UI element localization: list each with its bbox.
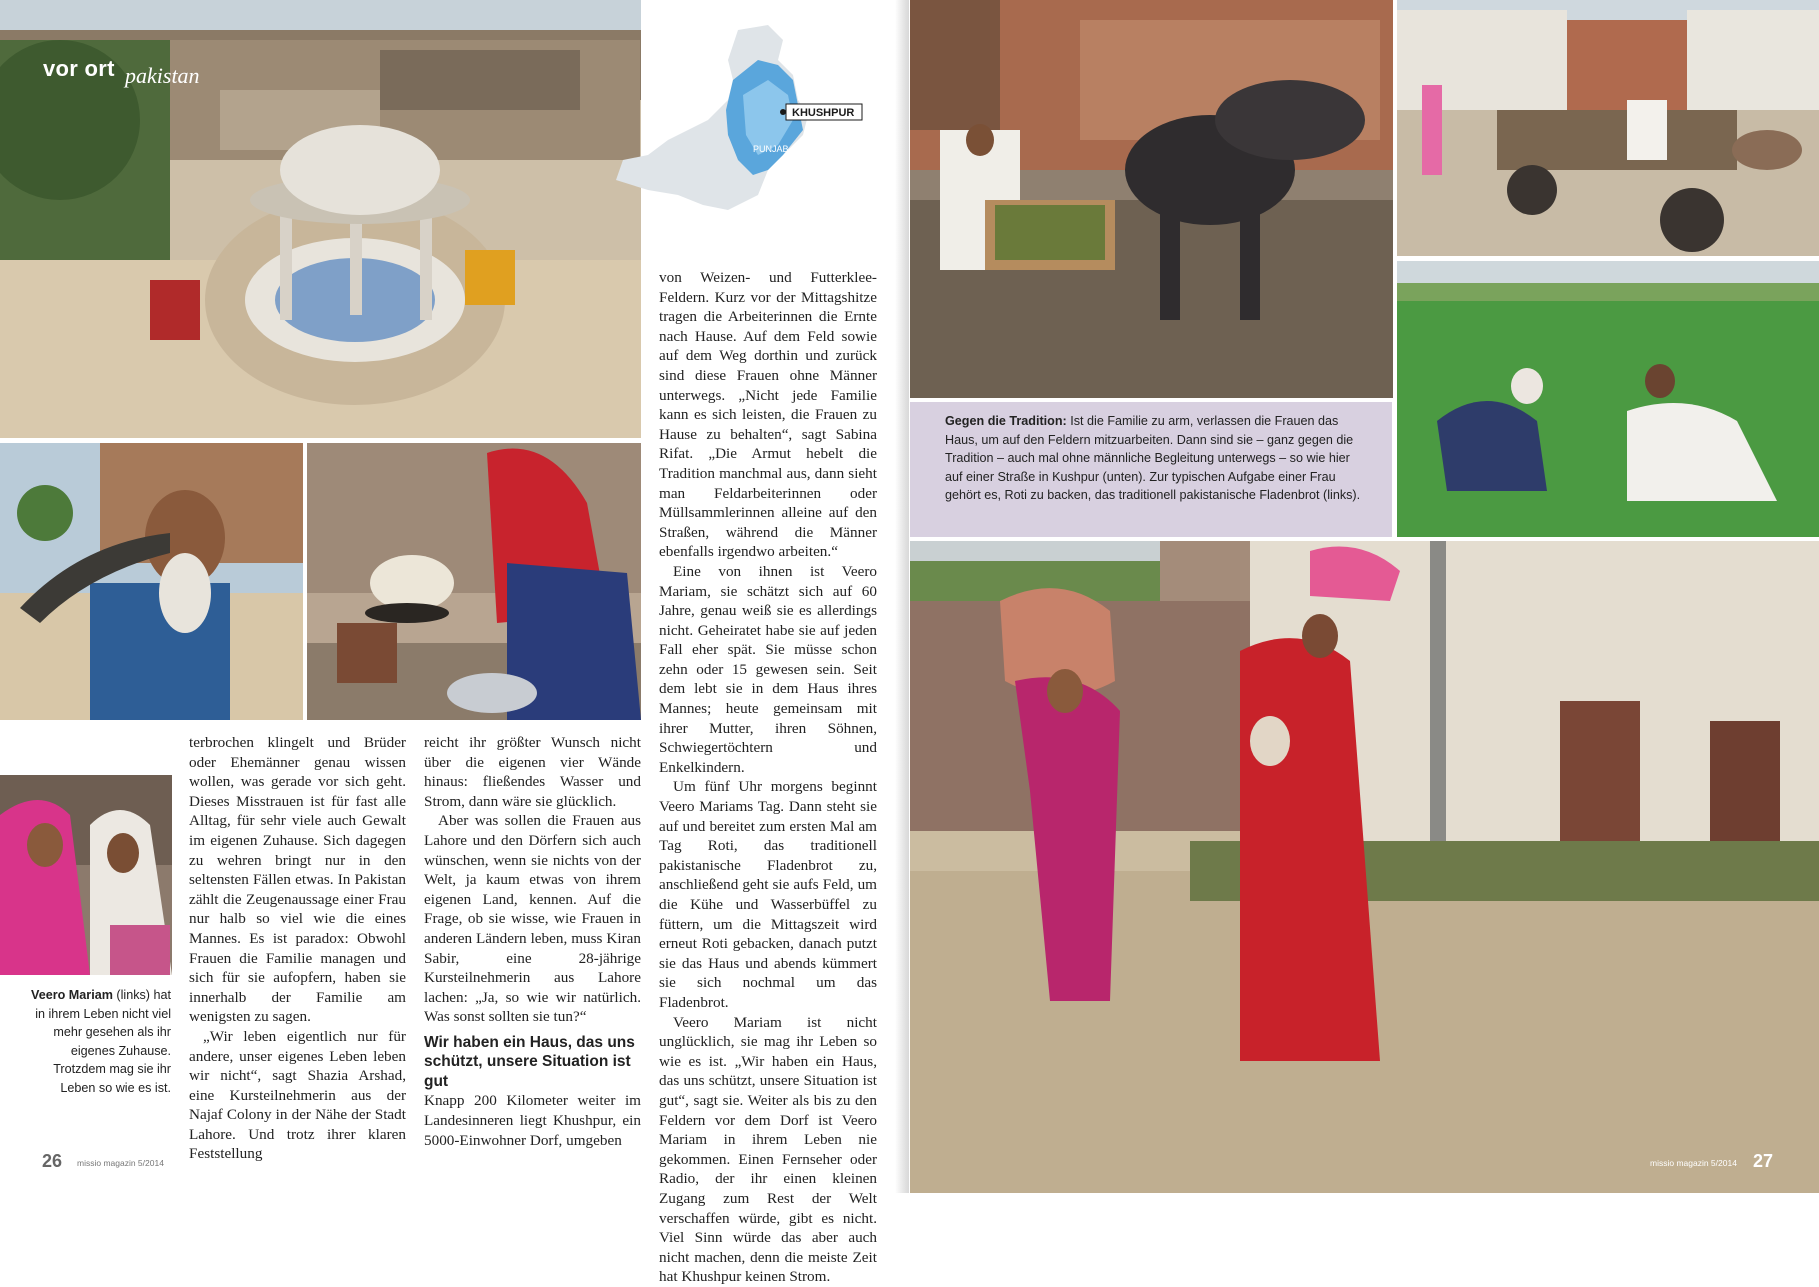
page-number-left: 26 [42, 1151, 63, 1171]
gutter [895, 0, 909, 1193]
photo-donkey-cart [1397, 0, 1819, 256]
article-column-top [659, 268, 877, 1287]
paragraph: von Weizen- und Futterklee-Feldern. Kurz vor der Mittagshitze tragen die Arbeiterinnen die Ernte nach Hause. Auf dem Feld sowie auf dem Weg dorthin und zurück sind diese Frauen ohne Männer unterwegs. „Nicht jede Familie kann es sich leisten, die Frauen zu Hause zu behalten“, sagt Sabina Rifat. „Die Armut hebelt die Tradition manchmal aus, dann sieht man Feldarbeiterinnen oder Müllsammlerinnen alleine auf den Straßen, während die Männer ebenfalls irgendwo arbeiten.“ [659, 269, 877, 561]
paragraph: Eine von ihnen ist Veero Mariam, sie schätzt sich auf 60 Jahre, genau weiß sie es allerdings nicht. Geheiratet habe sie auf jeden Fall eher spät. Sie müsse schon zehn oder 15 gewesen sein. Seit dem lebt sie in dem Haus ihres Mannes; heute gemeinsam mit ihrer Mutter, ihren Söhnen, Schwiegertöchtern und Enkelkindern. [659, 562, 877, 776]
footer-magazine-right: missio magazin 5/2014 [1650, 1158, 1737, 1168]
caption-tradition [945, 412, 1365, 505]
paragraph: Knapp 200 Kilometer weiter im Landesinneren liegt Khushpur, ein 5000-Einwohner Dorf, umgeben [424, 1092, 641, 1149]
paragraph: „Wir leben eigentlich nur für andere, unser eigenes Leben leben wir nicht“, sagt Shazia Arshad, eine Kursteilnehmerin aus der Najaf Colony in der Nähe der Stadt Lahore. Und trotz ihrer klaren Feststellung [189, 1027, 406, 1163]
section-kicker: vor ort [43, 56, 115, 81]
subheading: Wir haben ein Haus, das uns schützt, unsere Situation ist gut [424, 1033, 635, 1090]
article-column-b [424, 733, 641, 1150]
caption-text: Ist die Familie zu arm, verlassen die Frauen das Haus, um auf den Feldern mitzuarbeiten. Dann sind sie – ganz gegen die Tradition – auch mal ohne männliche Begleitung unterwegs – so wie hier auf einer Straße in Kushpur (unten). Zur typischen Aufgabe einer Frau gehört es, Roti zu backen, das traditionell pakistanische Fladenbrot (links). [945, 414, 1361, 503]
caption-veero-mariam [25, 986, 171, 1098]
section-country: pakistan [125, 63, 200, 88]
photo-two-women [0, 775, 172, 975]
page-number-right: 27 [1753, 1151, 1774, 1171]
map-place-label: KHUSHPUR [792, 107, 855, 119]
map-pakistan [608, 20, 878, 225]
paragraph: Veero Mariam ist nicht unglücklich, sie mag ihr Leben so wie es ist. „Wir haben ein Haus, das uns schützt, unsere Situation ist gut“, sagt sie. Weiter als bis zu den Feldern vor dem Dorf ist Veero Mariam in ihrem Leben nie gekommen. Einen Fernseher oder Radio, der ihr einen kleinen Zugang zum Rest der Welt verschaffen würde, gibt es nicht. Viel Sinn würde das aber auch nicht machen, denn die meiste Zeit hat Khushpur keinen Strom. [659, 1013, 877, 1286]
caption-text: (links) hat in ihrem Leben nicht viel mehr gesehen als ihr eigenes Zuhause. Trotzdem mag sie ihr Leben so wie es ist. [35, 988, 171, 1095]
photo-woman-baking-roti [307, 443, 641, 720]
footer-magazine-left: missio magazin 5/2014 [77, 1158, 164, 1168]
caption-title: Gegen die Tradition: [945, 414, 1067, 428]
photo-man-buffalo [910, 0, 1393, 398]
map-region-label: PUNJAB [753, 144, 789, 154]
photo-old-man-horn [0, 443, 303, 720]
paragraph: Um fünf Uhr morgens beginnt Veero Mariams Tag. Dann steht sie auf und bereitet zum ersten Mal am Tag Roti, das traditionell pakistanische Fladenbrot zu, anschließend geht sie aufs Feld, um die Kühe und Wasserbüffel zu füttern, um die Mittagszeit wird erneut Roti gebacken, danach putzt sie das Haus und abends kümmert sie sich nochmal um das Fladenbrot. [659, 778, 877, 1011]
paragraph: Aber was sollen die Frauen aus Lahore und den Dörfern sich auch wünschen, wenn sie nichts von der Welt, ja kaum etwas von ihrem eigenen Land, kennen. Auf die Frage, ob sie wisse, wie Frauen in anderen Ländern leben, muss Kiran Sabir, eine 28-jährige Kursteilnehmerin aus Lahore lachen: „Ja, so wie wir natürlich. Was sonst sollten sie tun?“ [424, 812, 641, 1026]
paragraph: terbrochen klingelt und Brüder oder Ehemänner genau wissen wollen, was gerade vor sich geht. Dieses Misstrauen ist für fast alle Alltag, für sehr viele auch Gewalt im eigenen Zuhause. Sich dagegen zu wehren bringt nur in den seltensten Fällen etwas. In Pakistan zählt die Zeugenaussage einer Frau nur halb so viel wie die eines Mannes. Es ist paradox: Obwohl Frauen die Familie managen und sich für sie aufopfern, haben sie innerhalb der Familie am wenigsten zu sagen. [189, 734, 406, 1026]
article-column-a [189, 733, 406, 1164]
photo-field-workers [1397, 261, 1819, 537]
caption-name: Veero Mariam [31, 988, 113, 1002]
paragraph: reicht ihr größter Wunsch nicht über die eigenen vier Wände hinaus: fließendes Wasser und Strom, dann wäre sie glücklich. [424, 734, 641, 810]
photo-women-carrying-loads [910, 541, 1819, 1193]
